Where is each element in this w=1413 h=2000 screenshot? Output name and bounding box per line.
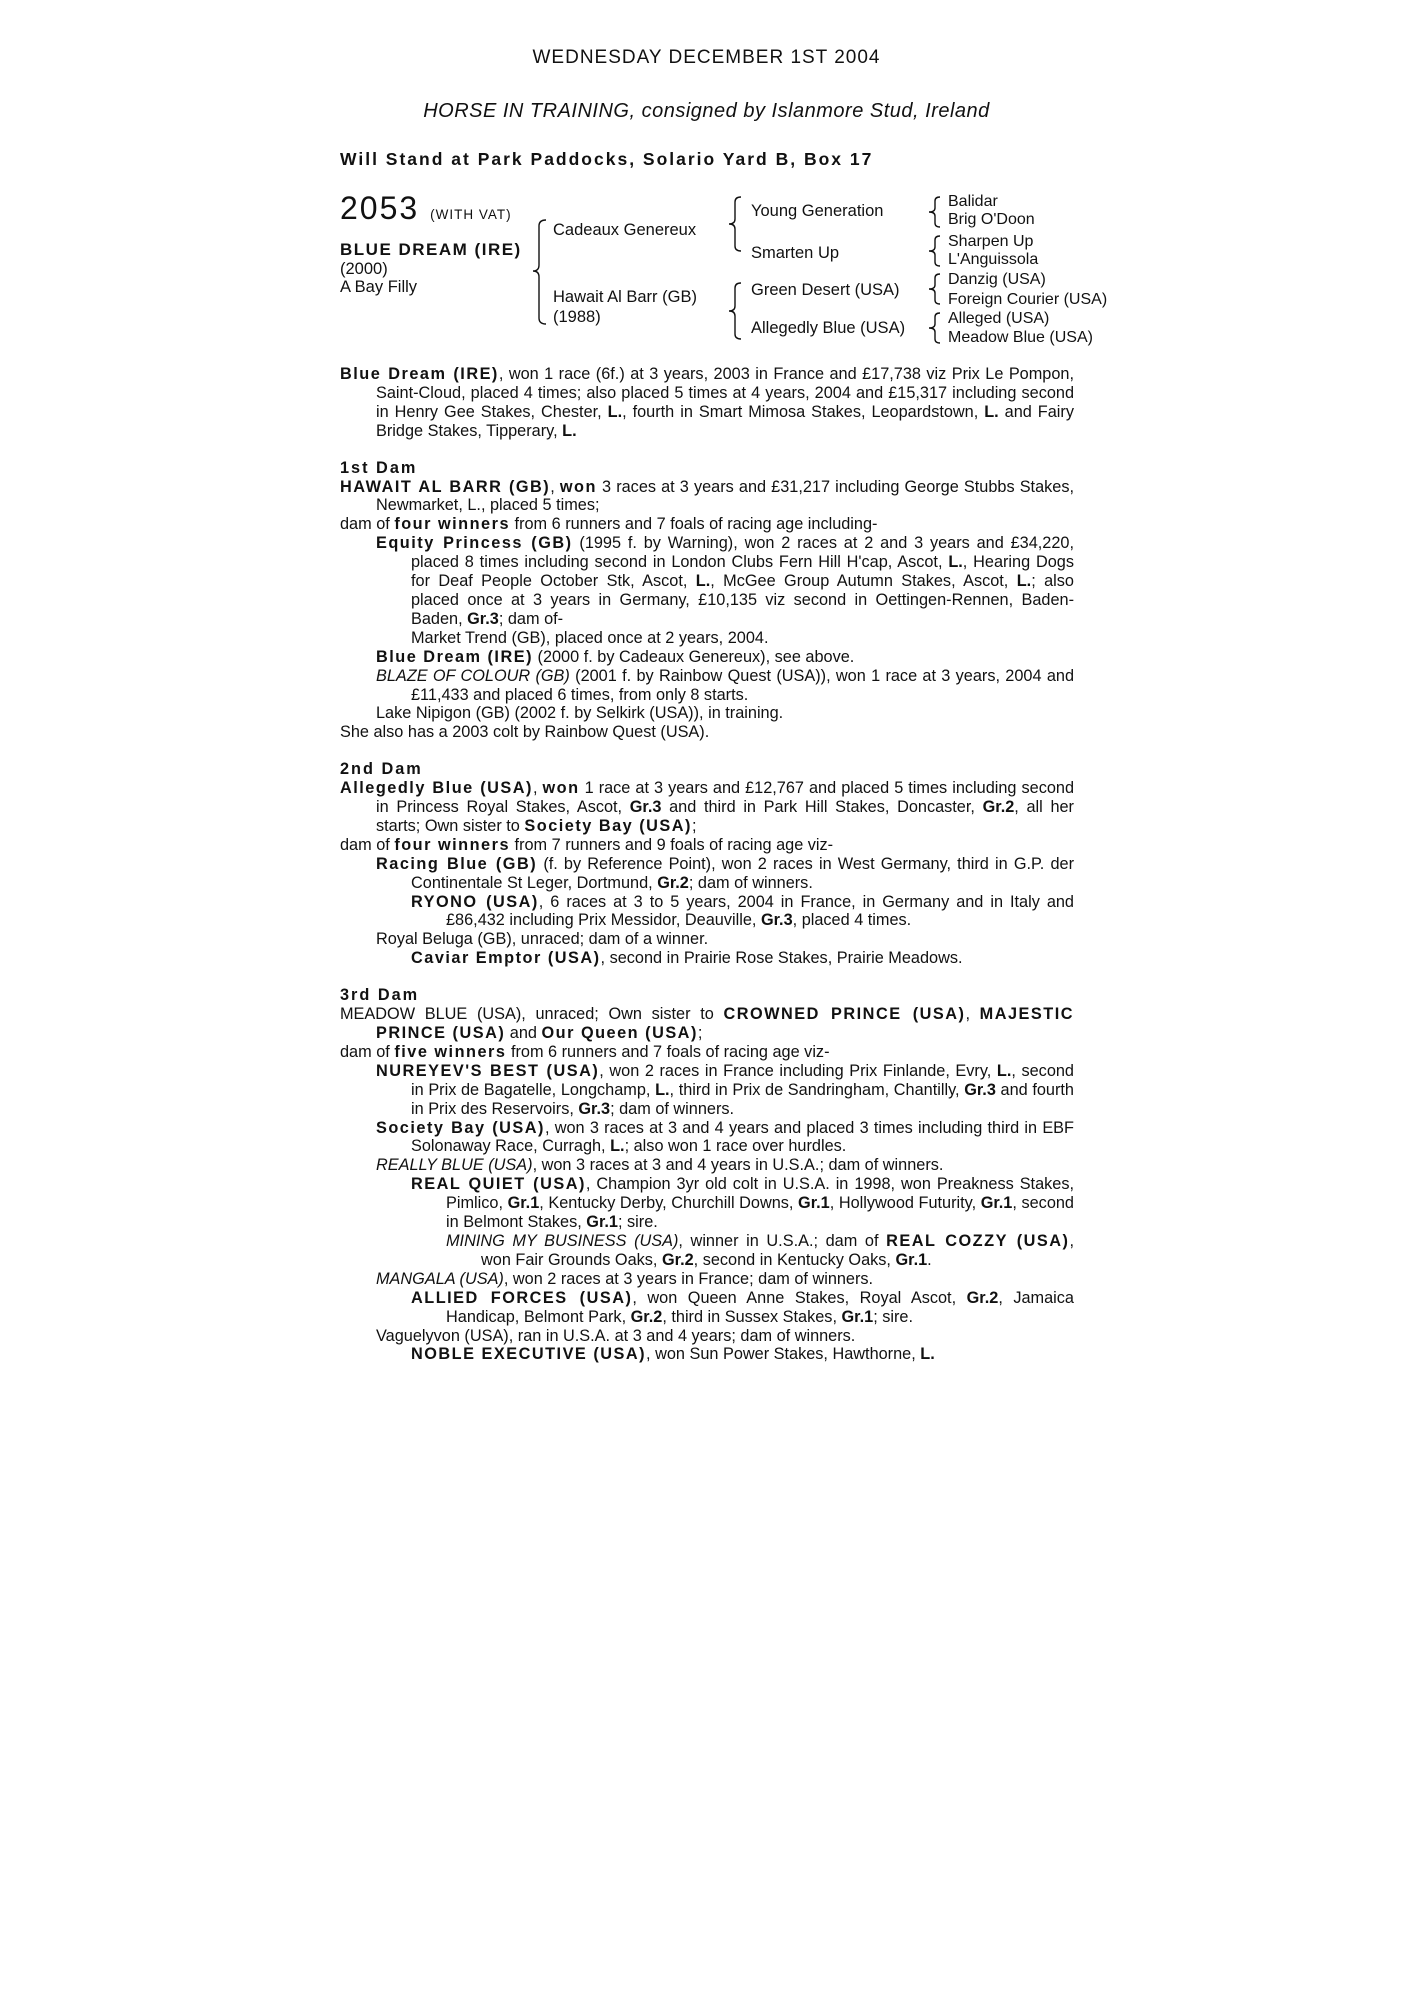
third-dam-grandfoal-4: NOBLE EXECUTIVE (USA), won Sun Power Stakes, Hawthorne, L.: [411, 1345, 935, 1364]
pedigree-g4-5: Danzig (USA): [948, 271, 1046, 288]
third-dam-grandfoal-1: REAL QUIET (USA), Champion 3yr old colt in U.S.A. in 1998, won Preakness Stakes, Pimlico, Gr.1, Kentucky Derby, Churchill Downs, Gr.1, Hollywood Futurity, Gr.1, second in Belmont Stakes, Gr.1; sire.: [411, 1175, 1074, 1232]
vat-note: (WITH VAT): [430, 207, 512, 222]
consignment-line: HORSE IN TRAINING, consigned by Islanmore Stud, Ireland: [423, 100, 990, 122]
pedigree-sire-sire: Young Generation: [751, 202, 884, 220]
horse-description: A Bay Filly: [340, 278, 418, 296]
pedigree-dam-dam: Allegedly Blue (USA): [751, 319, 906, 337]
pedigree-dam-sire: Green Desert (USA): [751, 281, 900, 299]
pedigree-brace-sire: [726, 195, 746, 253]
pedigree-g4-1: Balidar: [948, 193, 998, 210]
second-dam-heading: 2nd Dam: [340, 760, 423, 779]
second-dam-produce: dam of four winners from 7 runners and 9 foals of racing age viz-: [340, 835, 834, 854]
catalogue-body: [340, 365, 1074, 1364]
second-dam-record: Allegedly Blue (USA), won 1 race at 3 years and £12,767 and placed 5 times including second in Princess Royal Stakes, Ascot, Gr.3 and third in Park Hill Stakes, Doncaster, Gr.2, all her starts; Own sister to Society Bay (USA);: [340, 779, 1074, 835]
pedigree-brace-dam: [726, 281, 746, 341]
pedigree-dam-year: (1988): [553, 308, 601, 326]
pedigree-g4-4: L'Anguissola: [948, 251, 1039, 268]
first-dam-heading: 1st Dam: [340, 458, 418, 477]
first-dam-foal-1: Equity Princess (GB) (1995 f. by Warning), won 2 races at 2 and 3 years and £34,220, placed 8 times including second in London Clubs Fern Hill H'cap, Ascot, L., Hearing Dogs for Deaf People October Stk, Ascot, L., McGee Group Autumn Stakes, Ascot, L.; also placed once at 3 years in Germany, £10,135 viz second in Oettingen-Rennen, Baden-Baden, Gr.3; dam of-: [376, 534, 1074, 628]
third-dam-produce: dam of five winners from 6 runners and 7 foals of racing age viz-: [340, 1042, 830, 1061]
third-dam-foal-3: REALLY BLUE (USA), won 3 races at 3 and 4 years in U.S.A.; dam of winners.: [376, 1156, 944, 1175]
second-dam-grandfoal-1: RYONO (USA), 6 races at 3 to 5 years, 2004 in France, in Germany and in Italy and £86,432 including Prix Messidor, Deauville, Gr.3, placed 4 times.: [411, 892, 1074, 930]
first-dam-foal-1-produce: Market Trend (GB), placed once at 2 years, 2004.: [411, 628, 769, 647]
race-record: Blue Dream (IRE), won 1 race (6f.) at 3 years, 2003 in France and £17,738 viz Prix Le Pompon, Saint-Cloud, placed 4 times; also placed 5 times at 4 years, 2004 and £15,317 including second in Henry Gee Stakes, Chester, L., fourth in Smart Mimosa Stakes, Leopardstown, L. and Fairy Bridge Stakes, Tipperary, L.: [340, 365, 1074, 440]
pedigree-brace-g4: [927, 311, 945, 345]
first-dam-foal-4: Lake Nipigon (GB) (2002 f. by Selkirk (USA)), in training.: [376, 704, 784, 723]
third-dam-grandfoal-3: ALLIED FORCES (USA), won Queen Anne Stakes, Royal Ascot, Gr.2, Jamaica Handicap, Belmont Park, Gr.2, third in Sussex Stakes, Gr.1; sire.: [411, 1288, 1074, 1326]
third-dam-foal-5: Vaguelyvon (USA), ran in U.S.A. at 3 and 4 years; dam of winners.: [376, 1326, 856, 1345]
pedigree-sire-dam: Smarten Up: [751, 244, 840, 262]
third-dam-record: MEADOW BLUE (USA), unraced; Own sister to CROWNED PRINCE (USA), MAJESTIC PRINCE (USA) and Our Queen (USA);: [340, 1005, 1074, 1042]
pedigree-brace-g3: [927, 272, 945, 306]
third-dam-foal-1: NUREYEV'S BEST (USA), won 2 races in France including Prix Finlande, Evry, L., second in Prix de Bagatelle, Longchamp, L., third in Prix de Sandringham, Chantilly, Gr.3 and fourth in Prix des Reservoirs, Gr.3; dam of winners.: [376, 1061, 1074, 1118]
pedigree-brace-main: [530, 218, 550, 328]
pedigree-brace-g2: [927, 234, 945, 268]
lot-number: [340, 190, 512, 227]
first-dam-produce: dam of four winners from 6 runners and 7 foals of racing age including-: [340, 515, 878, 534]
first-dam-foal-2: Blue Dream (IRE) (2000 f. by Cadeaux Genereux), see above.: [376, 647, 855, 666]
second-dam-foal-1: Racing Blue (GB) (f. by Reference Point), won 2 races in West Germany, third in G.P. der Continentale St Leger, Dortmund, Gr.2; dam of winners.: [376, 854, 1074, 892]
pedigree-g4-6: Foreign Courier (USA): [948, 291, 1108, 308]
pedigree-dam: Hawait Al Barr (GB): [553, 288, 697, 306]
horse-year: (2000): [340, 260, 388, 278]
pedigree-g4-3: Sharpen Up: [948, 233, 1034, 250]
pedigree-g4-7: Alleged (USA): [948, 310, 1050, 327]
pedigree-g4-2: Brig O'Doon: [948, 211, 1035, 228]
second-dam-grandfoal-2: Caviar Emptor (USA), second in Prairie Rose Stakes, Prairie Meadows.: [411, 949, 963, 968]
second-dam-foal-2: Royal Beluga (GB), unraced; dam of a winner.: [376, 930, 709, 949]
horse-name: BLUE DREAM (IRE): [340, 240, 522, 259]
third-dam-grandfoal-2: MINING MY BUSINESS (USA), winner in U.S.A.; dam of REAL COZZY (USA), won Fair Grounds Oaks, Gr.2, second in Kentucky Oaks, Gr.1.: [446, 1231, 1074, 1269]
sale-date: WEDNESDAY DECEMBER 1ST 2004: [532, 47, 881, 68]
pedigree-brace-g1: [927, 195, 945, 229]
third-dam-heading: 3rd Dam: [340, 986, 420, 1005]
lot-number-value: 2053: [340, 190, 420, 226]
first-dam-also: She also has a 2003 colt by Rainbow Quest (USA).: [340, 723, 710, 742]
pedigree-sire: Cadeaux Genereux: [553, 221, 697, 239]
stabling-location: Will Stand at Park Paddocks, Solario Yard B, Box 17: [340, 149, 874, 169]
first-dam-record: HAWAIT AL BARR (GB), won 3 races at 3 years and £31,217 including George Stubbs Stakes, Newmarket, L., placed 5 times;: [340, 477, 1074, 515]
third-dam-foal-2: Society Bay (USA), won 3 races at 3 and 4 years and placed 3 times including third in EBF Solonaway Race, Curragh, L.; also won 1 race over hurdles.: [376, 1118, 1074, 1156]
pedigree-g4-8: Meadow Blue (USA): [948, 329, 1093, 346]
third-dam-foal-4: MANGALA (USA), won 2 races at 3 years in France; dam of winners.: [376, 1269, 874, 1288]
first-dam-foal-3: BLAZE OF COLOUR (GB) (2001 f. by Rainbow Quest (USA)), won 1 race at 3 years, 2004 and £11,433 and placed 6 times, from only 8 starts.: [376, 666, 1074, 704]
